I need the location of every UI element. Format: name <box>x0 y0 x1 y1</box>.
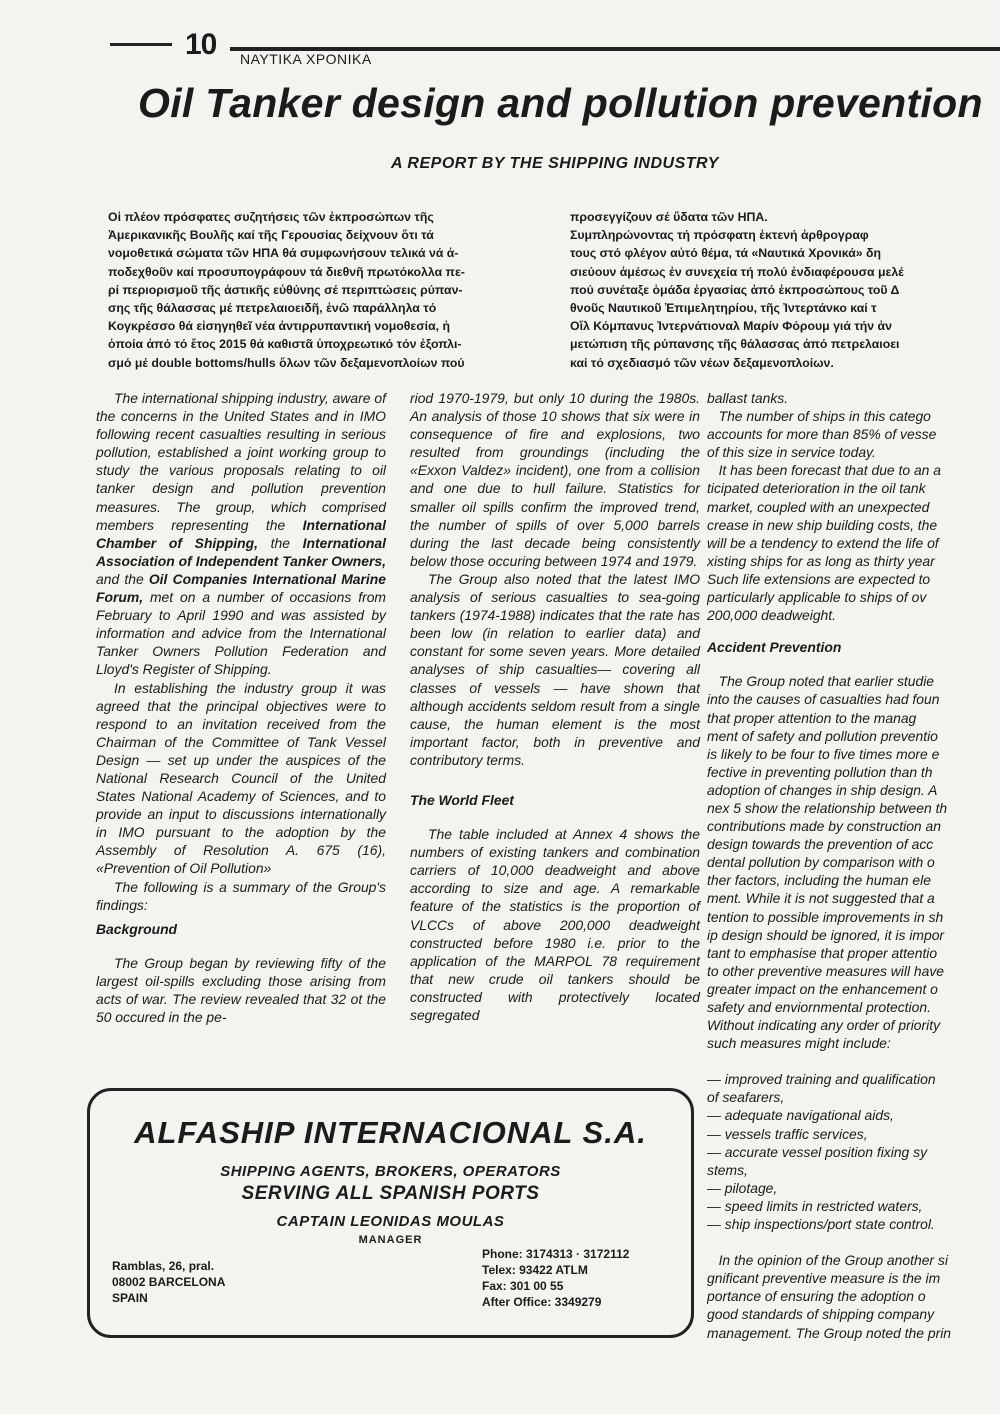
org-name: International Association of Independent Tanker Owners, <box>96 534 387 569</box>
line: particularly applicable to ships of ov <box>707 589 927 606</box>
contact-line: After Office: 3349279 <box>482 1295 602 1309</box>
paragraph: riod 1970-1979, but only 10 during the 1980s. An analysis of those 10 shows that six were in consequence of fire and explosions, two resulted from groundings (including the «Exxon Valdez» incident), one from a collision and one due to hull failure. Statistics for smaller oil spills confirm the improved trend, the number of spills of over 5,000 barrels during the last decade being consistently below those occuring between 1974 and 1979. <box>410 390 700 569</box>
line: to other preventive measures will have <box>707 962 945 979</box>
line: It has been forecast that due to an a <box>707 462 941 479</box>
paragraph <box>96 389 386 679</box>
line: management. The Group noted the prin <box>707 1324 952 1341</box>
greek-line: μετώπιση τῆς ρύπανσης τῆς θάλασσας ἀπό πετρελαιοει <box>570 337 900 352</box>
line: market, coupled with an unexpected <box>707 498 930 515</box>
line: safety and enviornmental protection. <box>707 999 931 1015</box>
greek-line: ποδεχθοῦν καί προσυπογράφουν τά διεθνῆ πρωτόκολλα πε- <box>108 264 465 279</box>
greek-line: ὁποία ἀπό τό ἔτος 2015 θά καθιστᾶ ὑποχρεωτικό τόν ἐξοπλι- <box>108 337 462 352</box>
line: good standards of shipping company <box>707 1306 935 1323</box>
paragraph: The table included at Annex 4 shows the numbers of existing tankers and combination carriers of 10,000 deadweight and above according to size and age. A remarkable feature of the statistics is the proportion of VLCCs of above 200,000 deadweight constructed before 1980 i.e. prior to the application of the MARPOL 78 requirement that new crude oil tankers should be constructed with protectively located segregated <box>410 826 700 1023</box>
line: The number of ships in this catego <box>707 408 931 425</box>
paragraph: The Group also noted that the latest IMO analysis of serious casualties to sea-going tankers (1974-1988) indicates that the rate has been low (in relation to earlier data) and constant for some seven years. More detailed analyses of ship casualties— covering all classes of vessels — have shown that although accidents seldom result from a single cause, the human element is the most important factor, both in preventive and contributory terms. <box>410 570 700 768</box>
spacer <box>707 1233 1000 1251</box>
article-subtitle: A REPORT BY THE SHIPPING INDUSTRY <box>391 155 719 172</box>
greek-line: σιεύουν ἀμέσως ἐν συνεχεία τή πολύ ἐνδιαφέρουσα μελέ <box>570 264 904 279</box>
line: 200,000 deadweight. <box>707 607 836 624</box>
line: tant to emphasise that proper attentio <box>707 944 938 961</box>
line: portance of ensuring the adoption o <box>707 1288 926 1305</box>
org-name: Oil Companies International Marine Forum, <box>96 570 386 606</box>
line: design towards the prevention of acc <box>707 836 934 853</box>
line: contributions made by construction an <box>707 818 941 835</box>
list-item: stems, <box>707 1161 748 1178</box>
article-title: Oil Tanker design and pollution prevention <box>138 80 983 126</box>
line: that proper attention to the manag <box>707 709 917 726</box>
line: of this size in service today. <box>707 444 876 461</box>
text-run: met on a number of occasions from February to April 1990 and was assisted by information and advice from the International Tanker Owners Pollution Federation and Lloyd's Register of Shipping. <box>96 589 386 678</box>
line: will be a tendency to extend the life of <box>707 534 939 551</box>
line: ther factors, including the human ele <box>707 872 931 889</box>
greek-line: καί τό σχεδιασμό τῶν νέων δεξαμενοπλοίων. <box>570 355 834 370</box>
address-line: 08002 BARCELONA <box>112 1275 226 1289</box>
line: tention to possible improvements in sh <box>707 908 944 925</box>
spacer <box>707 1052 1000 1070</box>
line: ment. While it is not suggested that a <box>707 890 935 907</box>
paragraph: The Group began by reviewing fifty of the largest oil-spills excluding those arising from acts of war. The review revealed that 32 ot the 50 occured in the pe- <box>96 954 386 1026</box>
line: gnificant preventive measure is the im <box>707 1270 941 1287</box>
line: fective in preventing pollution than th <box>707 763 933 780</box>
line: ip design should be ignored, it is impor <box>707 926 945 943</box>
line: adoption of changes in ship design. A <box>707 781 938 798</box>
list-item: — adequate navigational aids, <box>707 1107 894 1124</box>
section-heading-world-fleet: The World Fleet <box>410 791 514 808</box>
greek-line: νομοθετικά σώματα τῶν ΗΠΑ θά συμφωνήσουν τελικά νά ἀ- <box>108 246 459 261</box>
greek-line: τους στό φλέγον αὐτό θέμα, τά «Ναυτικά Χρονικά» δη <box>570 246 882 261</box>
greek-intro-left <box>108 208 553 372</box>
list-item: — speed limits in restricted waters, <box>707 1197 923 1214</box>
ad-address <box>112 1258 225 1306</box>
magazine-name: ΝΑΥΤΙΚΑ ΧΡΟΝΙΚΑ <box>240 51 372 67</box>
list-item: — accurate vessel position fixing sy <box>707 1143 928 1160</box>
advertisement-box <box>87 1088 694 1338</box>
greek-line: προσεγγίζουν σέ ὕδατα τῶν ΗΠΑ. <box>570 210 768 224</box>
list-item: — pilotage, <box>707 1179 778 1196</box>
column3-block-b <box>707 672 1000 1052</box>
line: is likely to be four to five times more e <box>707 745 940 762</box>
greek-line: Οἱ πλέον πρόσφατες συζητήσεις τῶν ἐκπροσώπων τῆς <box>108 210 434 224</box>
line: nex 5 show the relationship between th <box>707 799 948 816</box>
ad-company-name: ALFASHIP INTERNACIONAL S.A. <box>134 1115 647 1150</box>
text-run: The international shipping industry, aware of the concerns in the United States and in IMO following recent casualties resulting in serious pollution, established a joint working group to study the various proposals relating to oil tanker design and pollution prevention measures. The group, which comprised members representing the <box>96 390 386 533</box>
column3-block-d <box>707 1251 1000 1341</box>
article-column-3 <box>707 389 1000 1342</box>
list-item: — vessels traffic services, <box>707 1125 868 1142</box>
ad-coverage: SERVING ALL SPANISH PORTS <box>241 1183 540 1204</box>
ad-contact-person: CAPTAIN LEONIDAS MOULAS <box>276 1213 505 1230</box>
org-name: International Chamber of Shipping, <box>96 516 386 551</box>
text-run: and the <box>96 570 149 587</box>
article-column-1 <box>96 389 386 1026</box>
line: Such life extensions are expected to <box>707 570 931 587</box>
greek-line: Ἀμερικανικῆς Βουλῆς καί τῆς Γερουσίας δείχνουν ὅτι τά <box>108 228 434 243</box>
greek-intro-right <box>570 208 1000 372</box>
text-run: the <box>257 534 303 551</box>
line: accounts for more than 85% of vesse <box>707 426 937 443</box>
contact-line: Fax: 301 00 55 <box>482 1279 564 1293</box>
paragraph: The following is a summary of the Group's findings: <box>96 878 386 913</box>
contact-line: Phone: 3174313 · 3172112 <box>482 1247 630 1261</box>
line: greater impact on the enhancement o <box>707 980 938 997</box>
address-line: Ramblas, 26, pral. <box>112 1259 215 1273</box>
greek-line: σης τῆς θάλασσας μέ πετρελαιοειδῆ, ἐνῶ παράλληλα τό <box>108 301 437 316</box>
line: The Group noted that earlier studie <box>707 673 935 690</box>
page-number: 10 <box>185 28 217 61</box>
line: xisting ships for as long as thirty year <box>707 552 935 569</box>
section-heading-background: Background <box>96 920 178 937</box>
list-item: of seafarers, <box>707 1089 785 1106</box>
paragraph: In establishing the industry group it was agreed that the principal objectives were to respond to an invitation received from the Chairman of the Committee of Tank Vessel Design — set up under the auspices of the National Research Council of the United States National Academy of Sciences, and to provide an input to discussions internationally in IMO pursuant to the adoption by the Assembly of Resolution A. 675 (16), «Prevention of Oil Pollution» <box>96 679 386 877</box>
line: ment of safety and pollution preventio <box>707 727 938 744</box>
list-item: — ship inspections/port state control. <box>707 1216 935 1233</box>
ad-services: SHIPPING AGENTS, BROKERS, OPERATORS <box>220 1163 561 1180</box>
ad-contact-role: MANAGER <box>358 1234 423 1246</box>
line: ticipated deterioration in the oil tank <box>707 480 926 497</box>
greek-line: σμό μέ double bottoms/hulls ὅλων τῶν δεξαμενοπλοίων πού <box>108 355 465 370</box>
ad-contact-details <box>482 1246 629 1310</box>
address-line: SPAIN <box>112 1291 148 1305</box>
line: Without indicating any order of priority <box>707 1017 941 1034</box>
greek-line: θνοῦς Ναυτικοῦ Ἐπιμελητηρίου, τῆς Ἰντερτάνκο καί τ <box>570 301 877 316</box>
header-rule-left <box>110 43 172 46</box>
line: such measures might include: <box>707 1035 891 1052</box>
greek-line: Οἴλ Κόμπανυς Ἰντερνάτιοναλ Μαρίν Φόρουμ γιά τήν ἀν <box>570 319 892 334</box>
measures-list <box>707 1070 1000 1233</box>
list-item: — improved training and qualification <box>707 1071 936 1088</box>
line: ballast tanks. <box>707 390 789 406</box>
greek-line: πού συνέταξε ὁμάδα ἐργασίας ἀπό ἐκπροσώπους τοῦ Δ <box>570 282 900 297</box>
line: crease in new ship building costs, the <box>707 516 938 533</box>
line: In the opinion of the Group another si <box>707 1252 948 1269</box>
greek-line: ρί περιορισμοῦ τῆς ἀστικῆς εὐθύνης σέ περιπτώσεις ρύπαν- <box>108 282 463 297</box>
article-column-2 <box>410 389 700 1024</box>
greek-line: Συμπληρώνοντας τή πρόσφατη ἐκτενή ἀρθρογραφ <box>570 228 869 243</box>
column3-block-a <box>707 389 1000 624</box>
line: dental pollution by comparison with o <box>707 854 935 871</box>
line: into the causes of casualties had foun <box>707 691 940 708</box>
section-heading-accident-prevention: Accident Prevention <box>707 639 842 656</box>
greek-line: Κογκρέσσο θά εἰσηγηθεῖ νέα ἀντιρρυπαντική νομοθεσία, ἡ <box>108 319 450 334</box>
contact-line: Telex: 93422 ATLM <box>482 1263 588 1277</box>
